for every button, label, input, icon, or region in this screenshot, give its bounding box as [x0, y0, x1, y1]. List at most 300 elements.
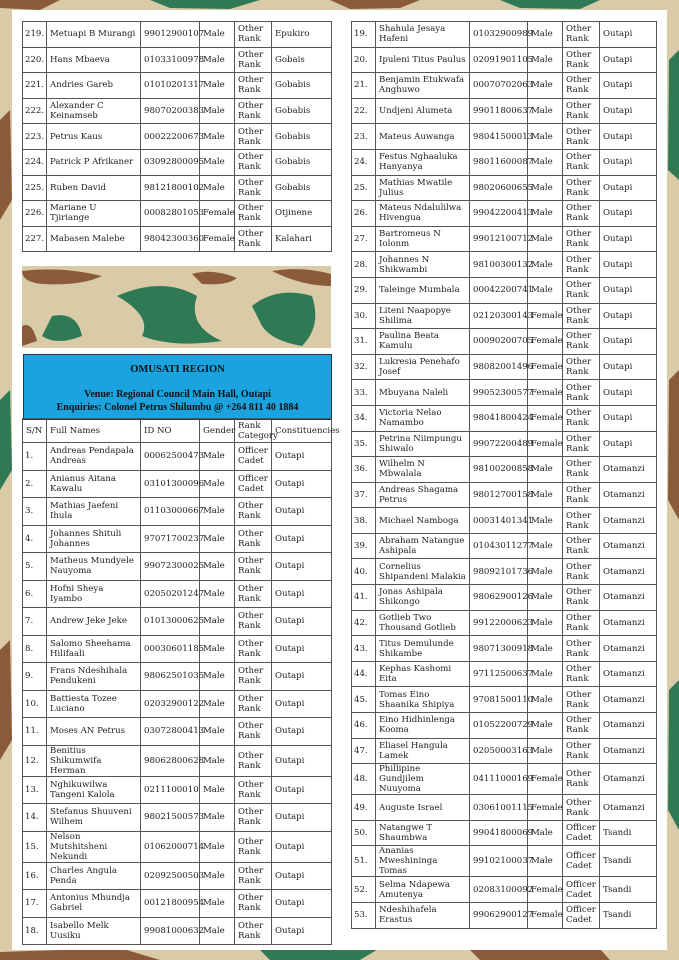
- row-sn: 31.: [352, 329, 376, 355]
- row-rank-category: Other Rank: [235, 862, 272, 890]
- row-constituency: Otamanzi: [600, 738, 657, 764]
- row-gender: Male: [528, 47, 563, 73]
- table-row: [352, 482, 657, 508]
- row-constituency: Tsandi: [600, 903, 657, 929]
- omusati-right-section: [351, 21, 657, 929]
- row-sn: 9.: [23, 663, 47, 691]
- row-constituency: Outapi: [600, 277, 657, 303]
- table-row: [23, 47, 332, 73]
- row-id-no: 98042300360: [141, 226, 200, 252]
- row-rank-category: Other Rank: [563, 22, 600, 48]
- region-venue: Venue: Regional Council Main Hall, Outapi: [84, 389, 271, 400]
- table-row: [23, 804, 332, 832]
- row-rank-category: Other Rank: [563, 636, 600, 662]
- row-constituency: Otamanzi: [600, 713, 657, 739]
- table-row: [23, 718, 332, 746]
- row-id-no: 97081500110: [470, 687, 528, 713]
- row-full-name: Gotlieb Two Thousand Gotlieb: [376, 610, 470, 636]
- row-sn: 38.: [352, 508, 376, 534]
- row-rank-category: Other Rank: [235, 663, 272, 691]
- row-id-no: 01032900989: [470, 22, 528, 48]
- row-gender: Female: [528, 764, 563, 795]
- row-rank-category: Other Rank: [563, 226, 600, 252]
- row-full-name: Anianus Aitana Kawalu: [47, 470, 141, 498]
- row-rank-category: Other Rank: [563, 457, 600, 483]
- row-rank-category: Other Rank: [235, 525, 272, 553]
- row-rank-category: Other Rank: [235, 201, 272, 227]
- row-full-name: Ndeshihafela Erastus: [376, 903, 470, 929]
- table-row: [23, 745, 332, 776]
- row-rank-category: Other Rank: [235, 776, 272, 804]
- row-rank-category: Other Rank: [563, 303, 600, 329]
- table-row: [23, 917, 332, 945]
- row-sn: 6.: [23, 580, 47, 608]
- row-sn: 227.: [23, 226, 47, 252]
- table-row: [352, 636, 657, 662]
- row-full-name: Auguste Israel: [376, 795, 470, 821]
- row-sn: 25.: [352, 175, 376, 201]
- table-row: [352, 877, 657, 903]
- row-gender: Male: [528, 277, 563, 303]
- row-sn: 43.: [352, 636, 376, 662]
- row-rank-category: Other Rank: [563, 795, 600, 821]
- row-full-name: Andries Gareb: [47, 73, 141, 99]
- row-id-no: 01062000714: [141, 831, 200, 862]
- row-rank-category: Other Rank: [235, 608, 272, 636]
- row-full-name: Mathias Jaefeni Ihula: [47, 498, 141, 526]
- row-sn: 23.: [352, 124, 376, 150]
- row-id-no: 01013000625: [141, 608, 200, 636]
- row-sn: 26.: [352, 201, 376, 227]
- table-row: [352, 175, 657, 201]
- row-full-name: Victoria Nelao Namambo: [376, 405, 470, 431]
- row-full-name: Mabasen Malebe: [47, 226, 141, 252]
- row-constituency: Outapi: [600, 175, 657, 201]
- row-gender: Male: [200, 553, 235, 581]
- row-constituency: Outapi: [272, 804, 332, 832]
- table-row: [23, 73, 332, 99]
- row-full-name: Petrina Niimpungu Shiwalo: [376, 431, 470, 457]
- row-full-name: Johannes N Shikwambi: [376, 252, 470, 278]
- row-id-no: 03061001115: [470, 795, 528, 821]
- table-row: [352, 303, 657, 329]
- row-constituency: Outapi: [600, 47, 657, 73]
- row-full-name: Lukresia Penehafo Josef: [376, 354, 470, 380]
- row-full-name: Charles Angula Penda: [47, 862, 141, 890]
- row-full-name: Andrew Jeke Jeke: [47, 608, 141, 636]
- row-gender: Male: [528, 846, 563, 877]
- row-id-no: 00062500473: [141, 443, 200, 471]
- row-gender: Male: [200, 47, 235, 73]
- row-gender: Male: [200, 608, 235, 636]
- row-constituency: Outapi: [272, 890, 332, 918]
- row-id-no: 99102100037: [470, 846, 528, 877]
- row-sn: 8.: [23, 635, 47, 663]
- row-full-name: Matheus Mundyele Nauyoma: [47, 553, 141, 581]
- row-id-no: 00121800954: [141, 890, 200, 918]
- row-constituency: Outapi: [272, 917, 332, 945]
- row-rank-category: Other Rank: [563, 98, 600, 124]
- row-constituency: Outapi: [272, 663, 332, 691]
- table-row: [352, 846, 657, 877]
- row-sn: 223.: [23, 124, 47, 150]
- row-gender: Male: [528, 559, 563, 585]
- row-rank-category: Other Rank: [563, 482, 600, 508]
- table-row: [23, 608, 332, 636]
- row-full-name: Nghikuwilwa Tangeni Kalola: [47, 776, 141, 804]
- row-gender: Male: [528, 820, 563, 846]
- row-gender: Male: [200, 690, 235, 718]
- table-row: [23, 663, 332, 691]
- row-gender: Male: [200, 917, 235, 945]
- row-gender: Male: [200, 804, 235, 832]
- row-full-name: Ipuleni Titus Paulus: [376, 47, 470, 73]
- row-constituency: Otamanzi: [600, 457, 657, 483]
- row-sn: 30.: [352, 303, 376, 329]
- row-gender: Female: [528, 877, 563, 903]
- region-title: OMUSATI REGION: [130, 364, 225, 375]
- row-full-name: Petrus Kaus: [47, 124, 141, 150]
- table-row: [23, 690, 332, 718]
- row-constituency: Gobabis: [272, 73, 332, 99]
- row-sn: 19.: [352, 22, 376, 48]
- row-sn: 41.: [352, 585, 376, 611]
- row-gender: Male: [200, 890, 235, 918]
- row-gender: Male: [528, 713, 563, 739]
- row-gender: Male: [528, 585, 563, 611]
- table-row: [352, 329, 657, 355]
- row-gender: Female: [528, 303, 563, 329]
- row-gender: Male: [528, 636, 563, 662]
- row-rank-category: Officer Cadet: [235, 443, 272, 471]
- row-rank-category: Other Rank: [235, 890, 272, 918]
- row-full-name: Wilhelm N Mbwalala: [376, 457, 470, 483]
- previous-region-table: [22, 21, 332, 252]
- table-row: [23, 635, 332, 663]
- row-id-no: 99052300577: [470, 380, 528, 406]
- table-row: [352, 380, 657, 406]
- row-rank-category: Other Rank: [563, 405, 600, 431]
- row-gender: Male: [200, 831, 235, 862]
- row-sn: 49.: [352, 795, 376, 821]
- region-enquiries: Enquiries: Colonel Petrus Shilumbu @ +264 811 40 1884: [56, 402, 299, 413]
- table-row: [23, 862, 332, 890]
- row-constituency: Outapi: [272, 776, 332, 804]
- row-constituency: Tsandi: [600, 846, 657, 877]
- row-constituency: Outapi: [600, 73, 657, 99]
- row-id-no: 01033100978: [141, 47, 200, 73]
- row-id-no: 98012700158: [470, 482, 528, 508]
- row-rank-category: Officer Cadet: [563, 846, 600, 877]
- row-sn: 51.: [352, 846, 376, 877]
- row-id-no: 98021500573: [141, 804, 200, 832]
- row-constituency: Otamanzi: [600, 610, 657, 636]
- table-row: [23, 498, 332, 526]
- row-full-name: Liteni Naapopye Shilima: [376, 303, 470, 329]
- row-gender: Male: [200, 580, 235, 608]
- row-full-name: Frans Ndeshihala Pendukeni: [47, 663, 141, 691]
- row-gender: Male: [200, 498, 235, 526]
- row-rank-category: Other Rank: [563, 380, 600, 406]
- row-full-name: Mateus Auwanga: [376, 124, 470, 150]
- row-id-no: 00090200705: [470, 329, 528, 355]
- row-id-no: 0211100010: [141, 776, 200, 804]
- row-gender: Male: [200, 149, 235, 175]
- table-row: [352, 354, 657, 380]
- row-sn: 15.: [23, 831, 47, 862]
- row-gender: Male: [200, 862, 235, 890]
- row-id-no: 97112500637: [470, 661, 528, 687]
- row-rank-category: Other Rank: [235, 226, 272, 252]
- row-constituency: Outapi: [600, 124, 657, 150]
- row-sn: 21.: [352, 73, 376, 99]
- row-full-name: Benjamin Etukwafa Anghuwo: [376, 73, 470, 99]
- row-constituency: Otamanzi: [600, 482, 657, 508]
- table-row: [352, 47, 657, 73]
- row-gender: Male: [528, 457, 563, 483]
- row-gender: Male: [200, 175, 235, 201]
- row-full-name: Mateus Ndalulilwa Hivengua: [376, 201, 470, 227]
- row-full-name: Eliasel Hangula Lamek: [376, 738, 470, 764]
- previous-region-section: [22, 21, 332, 252]
- row-sn: 225.: [23, 175, 47, 201]
- row-rank-category: Other Rank: [235, 580, 272, 608]
- row-constituency: Epukiro: [272, 22, 332, 48]
- row-gender: Male: [200, 124, 235, 150]
- omusati-table-left: [22, 418, 340, 945]
- row-rank-category: Other Rank: [563, 687, 600, 713]
- row-gender: Male: [200, 443, 235, 471]
- row-full-name: Battiesta Tozee Luciano: [47, 690, 141, 718]
- row-full-name: Festus Nghaaluka Hanyanya: [376, 149, 470, 175]
- header-constituencies: Constituencies: [272, 419, 332, 443]
- table-row: [23, 226, 332, 252]
- row-rank-category: Other Rank: [235, 149, 272, 175]
- row-id-no: 98121800102: [141, 175, 200, 201]
- row-constituency: Outapi: [272, 608, 332, 636]
- row-rank-category: Other Rank: [235, 47, 272, 73]
- table-row: [352, 98, 657, 124]
- row-constituency: Outapi: [600, 226, 657, 252]
- table-row: [352, 277, 657, 303]
- row-gender: Female: [528, 354, 563, 380]
- row-sn: 34.: [352, 405, 376, 431]
- row-id-no: 02050201247: [141, 580, 200, 608]
- row-rank-category: Other Rank: [563, 354, 600, 380]
- row-rank-category: Other Rank: [235, 73, 272, 99]
- row-constituency: Otamanzi: [600, 661, 657, 687]
- row-full-name: Johannes Shituli Johannes: [47, 525, 141, 553]
- row-gender: Male: [200, 98, 235, 124]
- header-rank-category: Rank Category: [235, 419, 272, 443]
- row-gender: Male: [528, 124, 563, 150]
- row-sn: 35.: [352, 431, 376, 457]
- row-rank-category: Other Rank: [235, 831, 272, 862]
- row-rank-category: Other Rank: [563, 124, 600, 150]
- table-header-row: [23, 419, 332, 443]
- row-id-no: 98041800424: [470, 405, 528, 431]
- row-constituency: Outapi: [272, 718, 332, 746]
- row-constituency: Otjinene: [272, 201, 332, 227]
- row-id-no: 03092800095: [141, 149, 200, 175]
- row-sn: 17.: [23, 890, 47, 918]
- row-id-no: 02050003163: [470, 738, 528, 764]
- row-gender: Male: [528, 687, 563, 713]
- row-id-no: 99012100712: [470, 226, 528, 252]
- row-gender: Male: [528, 149, 563, 175]
- row-sn: 40.: [352, 559, 376, 585]
- row-rank-category: Officer Cadet: [563, 877, 600, 903]
- row-sn: 13.: [23, 776, 47, 804]
- row-full-name: Selma Ndapewa Amutenya: [376, 877, 470, 903]
- row-sn: 3.: [23, 498, 47, 526]
- table-row: [23, 831, 332, 862]
- row-sn: 222.: [23, 98, 47, 124]
- row-full-name: Hofni Sheya Iyambo: [47, 580, 141, 608]
- row-full-name: Ananias Mweshininga Tomas: [376, 846, 470, 877]
- row-constituency: Outapi: [272, 553, 332, 581]
- row-full-name: Paulina Beata Kamulu: [376, 329, 470, 355]
- table-row: [352, 457, 657, 483]
- row-id-no: 98070200383: [141, 98, 200, 124]
- row-sn: 52.: [352, 877, 376, 903]
- row-constituency: Otamanzi: [600, 585, 657, 611]
- row-gender: Female: [200, 226, 235, 252]
- row-rank-category: Other Rank: [235, 22, 272, 48]
- row-rank-category: Officer Cadet: [563, 820, 600, 846]
- row-gender: Male: [200, 22, 235, 48]
- row-id-no: 98020600655: [470, 175, 528, 201]
- row-id-no: 98092101736: [470, 559, 528, 585]
- header-sn: S/N: [23, 419, 47, 443]
- table-row: [23, 470, 332, 498]
- row-constituency: Outapi: [272, 745, 332, 776]
- row-id-no: 98062900126: [470, 585, 528, 611]
- row-sn: 7.: [23, 608, 47, 636]
- row-id-no: 04111000169: [470, 764, 528, 795]
- table-row: [352, 431, 657, 457]
- row-sn: 39.: [352, 533, 376, 559]
- row-full-name: Abraham Natangue Ashipala: [376, 533, 470, 559]
- row-gender: Male: [528, 661, 563, 687]
- row-constituency: Otamanzi: [600, 636, 657, 662]
- row-id-no: 00031401341: [470, 508, 528, 534]
- row-id-no: 00042200741: [470, 277, 528, 303]
- row-sn: 14.: [23, 804, 47, 832]
- row-id-no: 98041500013: [470, 124, 528, 150]
- row-gender: Male: [200, 718, 235, 746]
- row-gender: Male: [200, 635, 235, 663]
- table-row: [352, 820, 657, 846]
- row-full-name: Michael Namboga: [376, 508, 470, 534]
- table-row: [352, 559, 657, 585]
- row-id-no: 99081000632: [141, 917, 200, 945]
- row-gender: Female: [528, 405, 563, 431]
- row-sn: 33.: [352, 380, 376, 406]
- row-rank-category: Other Rank: [563, 175, 600, 201]
- row-sn: 226.: [23, 201, 47, 227]
- row-gender: Male: [200, 73, 235, 99]
- row-full-name: Salomo Sheehama Hilifaali: [47, 635, 141, 663]
- table-row: [352, 201, 657, 227]
- row-rank-category: Other Rank: [235, 98, 272, 124]
- row-constituency: Outapi: [272, 470, 332, 498]
- row-sn: 53.: [352, 903, 376, 929]
- row-sn: 50.: [352, 820, 376, 846]
- table-row: [352, 687, 657, 713]
- row-full-name: Phillipine Gundjilem Nuuyoma: [376, 764, 470, 795]
- row-full-name: Moses AN Petrus: [47, 718, 141, 746]
- row-rank-category: Officer Cadet: [563, 903, 600, 929]
- row-gender: Female: [200, 201, 235, 227]
- table-row: [23, 149, 332, 175]
- row-rank-category: Other Rank: [235, 124, 272, 150]
- row-constituency: Outapi: [600, 380, 657, 406]
- row-constituency: Outapi: [600, 405, 657, 431]
- row-gender: Male: [528, 252, 563, 278]
- row-gender: Male: [200, 776, 235, 804]
- row-sn: 4.: [23, 525, 47, 553]
- row-id-no: 00082801053: [141, 201, 200, 227]
- table-row: [352, 585, 657, 611]
- row-sn: 48.: [352, 764, 376, 795]
- row-full-name: Andreas Shagama Petrus: [376, 482, 470, 508]
- row-sn: 37.: [352, 482, 376, 508]
- row-sn: 32.: [352, 354, 376, 380]
- row-gender: Male: [528, 175, 563, 201]
- row-full-name: Titus Demulunde Shikambe: [376, 636, 470, 662]
- row-full-name: Mbuyana Naleli: [376, 380, 470, 406]
- row-rank-category: Other Rank: [235, 718, 272, 746]
- table-row: [23, 201, 332, 227]
- row-rank-category: Other Rank: [563, 713, 600, 739]
- row-constituency: Outapi: [600, 98, 657, 124]
- header-full-names: Full Names: [47, 419, 141, 443]
- row-rank-category: Other Rank: [235, 917, 272, 945]
- row-id-no: 97071700237: [141, 525, 200, 553]
- row-gender: Female: [528, 380, 563, 406]
- row-full-name: Alexander C Keinamseb: [47, 98, 141, 124]
- row-id-no: 02091901105: [470, 47, 528, 73]
- table-row: [352, 903, 657, 929]
- row-id-no: 01043011277: [470, 533, 528, 559]
- row-full-name: Jonas Ashipala Shikongo: [376, 585, 470, 611]
- row-id-no: 01052200729: [470, 713, 528, 739]
- row-sn: 44.: [352, 661, 376, 687]
- row-id-no: 98062800628: [141, 745, 200, 776]
- table-row: [23, 890, 332, 918]
- row-sn: 42.: [352, 610, 376, 636]
- camouflage-band: [22, 266, 331, 348]
- row-constituency: Outapi: [600, 22, 657, 48]
- row-gender: Male: [200, 470, 235, 498]
- region-header: [23, 354, 332, 420]
- row-sn: 11.: [23, 718, 47, 746]
- row-sn: 46.: [352, 713, 376, 739]
- row-full-name: Shahula Jesaya Hafeni: [376, 22, 470, 48]
- row-rank-category: Other Rank: [563, 585, 600, 611]
- row-id-no: 98100200858: [470, 457, 528, 483]
- table-row: [23, 580, 332, 608]
- row-full-name: Taleinge Mumbala: [376, 277, 470, 303]
- row-rank-category: Other Rank: [563, 47, 600, 73]
- table-row: [352, 764, 657, 795]
- row-constituency: Gobabis: [272, 149, 332, 175]
- row-constituency: Gobabis: [272, 124, 332, 150]
- row-full-name: Bartromeus N Iolonm: [376, 226, 470, 252]
- row-gender: Male: [200, 525, 235, 553]
- row-full-name: Andreas Pendapala Andreas: [47, 443, 141, 471]
